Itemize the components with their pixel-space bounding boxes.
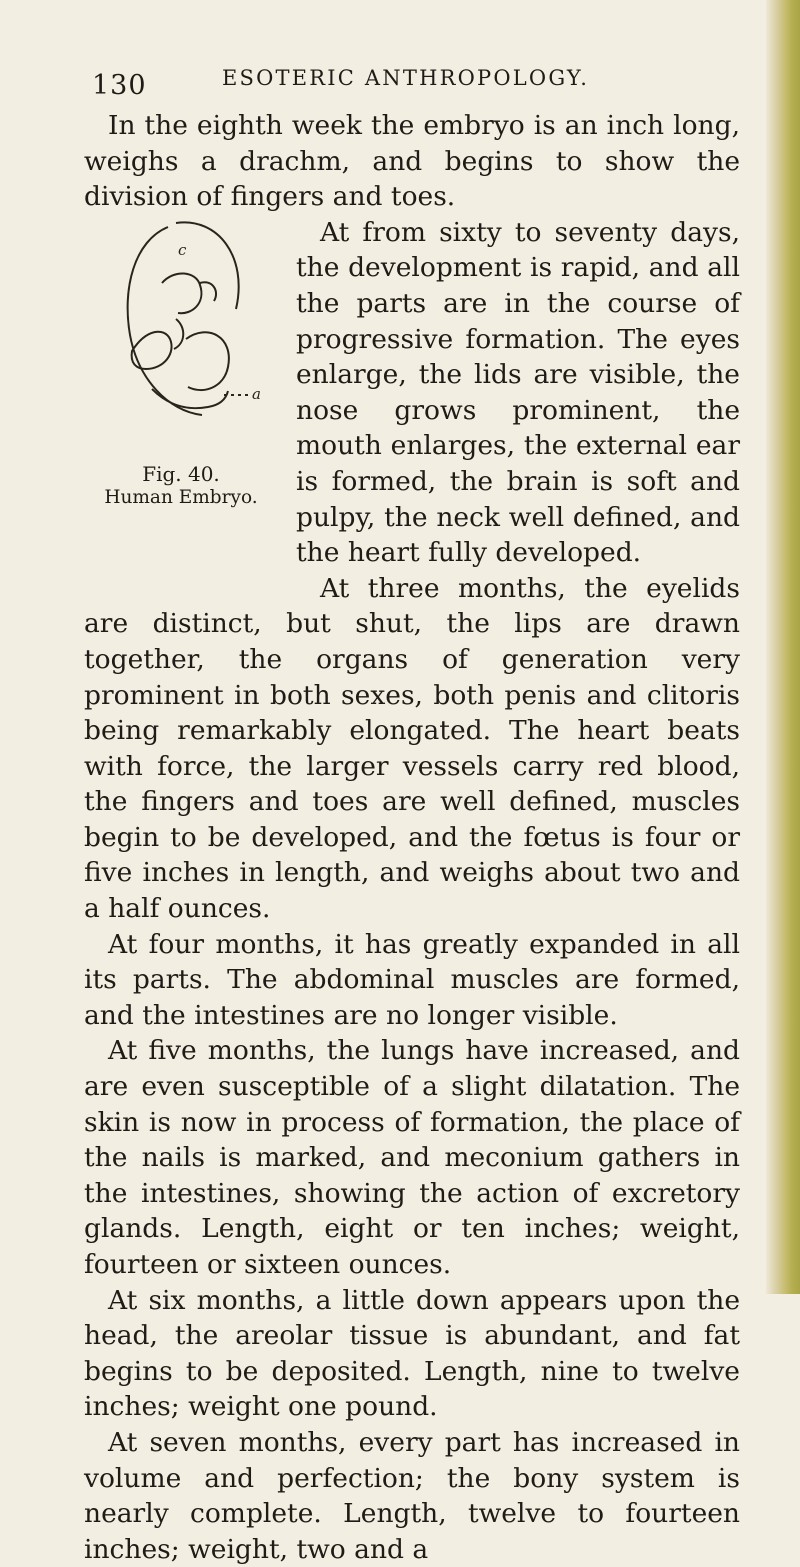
figure-number: Fig. 40. <box>142 461 220 486</box>
paragraph: In the eighth week the embryo is an inch long, weighs a drachm, and begins to show the division of fingers and toes. <box>84 110 740 213</box>
paragraph: At five months, the lungs have increased, and are even susceptible of a slight dilatation. The skin is now in process of formation, the place of the nails is marked, and meconium gathers in the intestines, showing the action of excretory glands. Length, eight or ten inches; weight, fourteen or sixteen ounces. <box>84 1035 740 1280</box>
paragraph: At six months, a little down appears upon the head, the areolar tissue is abundant, and fat begins to be deposited. Length, nine to twelve inches; weight one pound. <box>84 1284 740 1423</box>
paragraph: At from sixty to seventy days, the development is rapid, and all the parts are in the course of progressive formation. The eyes enlarge, the lids are visible, the nose grows prominent, the mouth enlarges, the external ear is formed, the brain is soft and pulpy, the neck well defined, and the heart fully developed. <box>296 216 740 569</box>
figure-caption <box>78 462 284 510</box>
figure-40 <box>78 219 284 594</box>
running-head: ESOTERIC ANTHROPOLOGY. <box>222 66 590 90</box>
paragraph: At four months, it has greatly expanded in all its parts. The abdominal muscles are formed, and the intestines are no longer visible. <box>84 928 740 1031</box>
body-text <box>84 108 740 1567</box>
figure-letter-a: a <box>252 384 261 403</box>
paragraph: At seven months, every part has increased in volume and perfection; the bony system is nearly complete. Length, twelve to fourteen inches; weight, two and a <box>84 1426 740 1565</box>
figure-letter-c: c <box>178 240 187 259</box>
page-edge <box>766 0 800 1294</box>
figure-title: Human Embryo. <box>104 486 258 508</box>
page-header <box>92 58 732 101</box>
page-number: 130 <box>92 70 147 101</box>
embryo-illustration <box>116 219 266 449</box>
paragraph: At three months, the eyelids are distinct, but shut, the lips are drawn together, the organs of generation very prominent in both sexes, both penis and clitoris being remarkably elongated. The heart beats with force, the larger vessels carry red blood, the fingers and toes are well defined, muscles begin to be developed, and the fœtus is four or five inches in length, and weighs about two and a half ounces. <box>84 572 740 925</box>
